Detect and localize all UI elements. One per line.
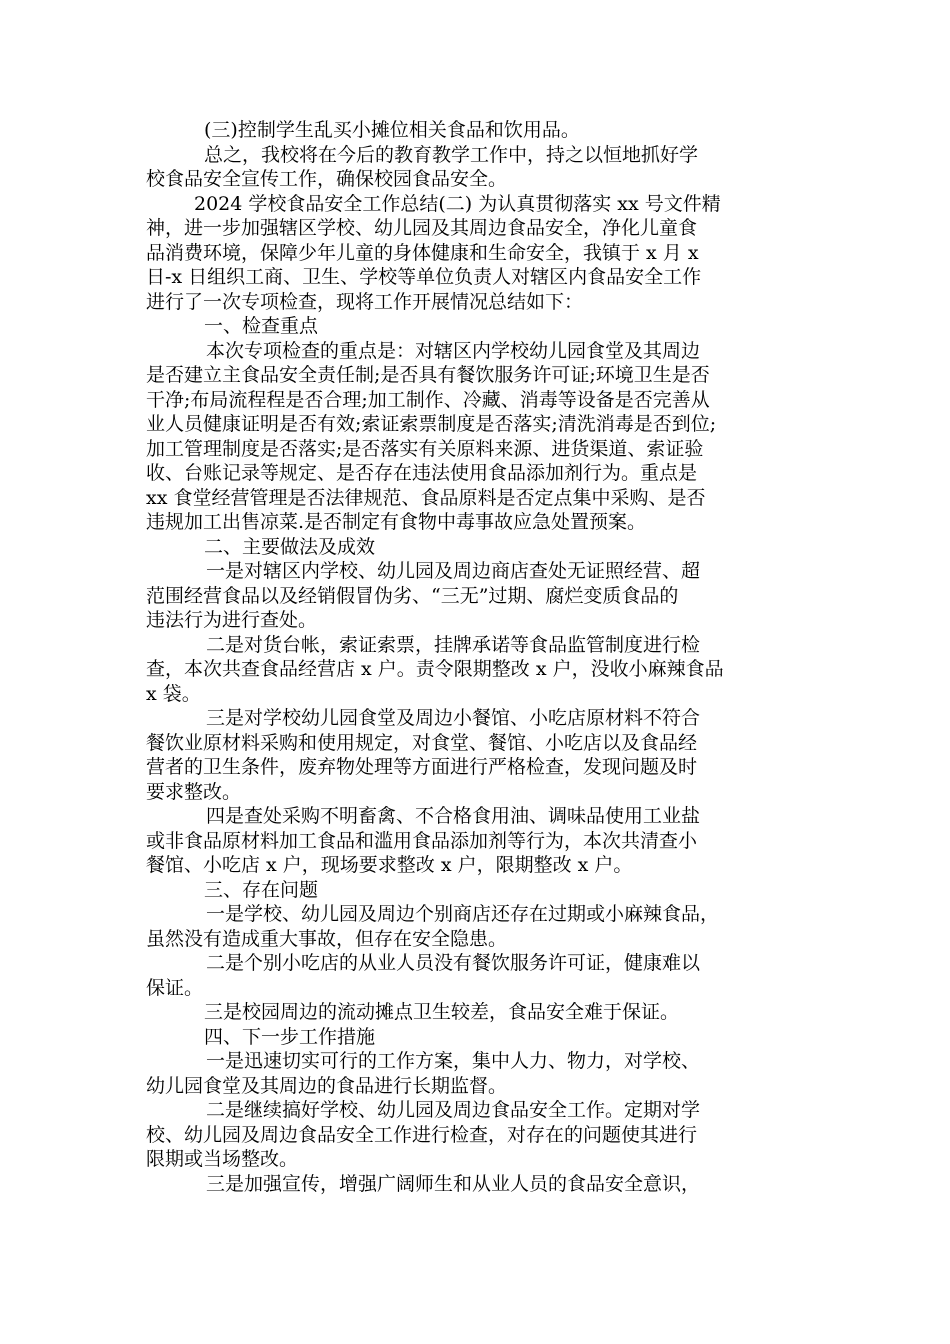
text-line: 本次专项检查的重点是：对辖区内学校幼儿园食堂及其周边 (206, 339, 701, 362)
text-line: 校、幼儿园及周边食品安全工作进行检查，对存在的问题使其进行 (146, 1123, 698, 1146)
text-line: 加工管理制度是否落实;是否落实有关原料来源、进货渠道、索证验 (146, 437, 704, 460)
text-line: 营者的卫生条件，废弃物处理等方面进行严格检查，发现问题及时 (146, 756, 698, 778)
document-body (146, 118, 810, 1196)
text-line: 查，本次共查食品经营店 x 户。责令限期整改 x 户，没收小麻辣食品 (146, 658, 724, 680)
text-line: xx 食堂经营管理是否法律规范、食品原料是否定点集中采购、是否 (146, 486, 706, 509)
text-line: (三)控制学生乱买小摊位相关食品和饮用品。 (204, 119, 580, 141)
text-line: 二是个别小吃店的从业人员没有餐饮服务许可证，健康难以 (206, 952, 701, 974)
text-line: 三是校园周边的流动摊点卫生较差，食品安全难于保证。 (204, 1001, 680, 1023)
text-line: 品消费环境，保障少年儿童的身体健康和生命安全，我镇于 x 月 x (146, 241, 699, 264)
text-line: 二、主要做法及成效 (204, 535, 376, 558)
text-line: 三是对学校幼儿园食堂及周边小餐馆、小吃店原材料不符合 (206, 707, 701, 729)
text-line: 校食品安全宣传工作，确保校园食品安全。 (146, 168, 508, 190)
text-line: 二是继续搞好学校、幼儿园及周边食品安全工作。定期对学 (206, 1099, 701, 1121)
text-line: 保证。 (146, 976, 204, 999)
text-line: 虽然没有造成重大事故，但存在安全隐患。 (146, 927, 508, 950)
text-line: 四、下一步工作措施 (204, 1025, 376, 1048)
text-line: 干净;布局流程程是否合理;加工制作、冷藏、消毒等设备是否完善从 (146, 388, 710, 411)
text-line: 限期或当场整改。 (146, 1148, 299, 1170)
text-line: 一是对辖区内学校、幼儿园及周边商店查处无证照经营、超 (206, 560, 701, 582)
text-line: 收、台账记录等规定、是否存在违法使用食品添加剂行为。重点是 (146, 462, 698, 484)
text-line: 违规加工出售凉菜.是否制定有食物中毒事故应急处置预案。 (146, 511, 647, 533)
text-line: 违法行为进行查处。 (146, 609, 318, 631)
text-line: 一是学校、幼儿园及周边个别商店还存在过期或小麻辣食品， (206, 903, 720, 925)
text-line: 总之，我校将在今后的教育教学工作中，持之以恒地抓好学 (204, 143, 699, 166)
text-line: 要求整改。 (146, 780, 242, 803)
text-line: 一是迅速切实可行的工作方案，集中人力、物力，对学校、 (206, 1050, 701, 1072)
text-line: 是否建立主食品安全责任制;是否具有餐饮服务许可证;环境卫生是否 (146, 364, 710, 386)
text-line: x 袋。 (146, 682, 201, 705)
text-line: 幼儿园食堂及其周边的食品进行长期监督。 (146, 1074, 508, 1097)
text-line: 日-x 日组织工商、卫生、学校等单位负责人对辖区内食品安全工作 (146, 266, 702, 288)
text-line: 范围经营食品以及经销假冒伪劣、“三无”过期、腐烂变质食品的 (146, 584, 679, 607)
text-line: 2024 学校食品安全工作总结(二) 为认真贯彻落实 xx 号文件精 (194, 192, 721, 215)
text-line: 一、检查重点 (204, 315, 319, 337)
text-line: 四是查处采购不明畜禽、不合格食用油、调味品使用工业盐 (206, 805, 701, 827)
text-line: 三、存在问题 (204, 878, 319, 901)
text-line: 餐馆、小吃店 x 户，现场要求整改 x 户，限期整改 x 户。 (146, 854, 633, 876)
text-line: 业人员健康证明是否有效;索证索票制度是否落实;清洗消毒是否到位; (146, 413, 717, 435)
text-line: 进行了一次专项检查，现将工作开展情况总结如下： (146, 290, 584, 313)
text-line: 或非食品原材料加工食品和滥用食品添加剂等行为，本次共清查小 (146, 829, 698, 852)
text-line: 餐饮业原材料采购和使用规定，对食堂、餐馆、小吃店以及食品经 (146, 731, 698, 754)
text-line: 二是对货台帐，索证索票，挂牌承诺等食品监管制度进行检 (206, 633, 701, 656)
text-line: 神，进一步加强辖区学校、幼儿园及其周边食品安全，净化儿童食 (146, 217, 698, 239)
text-line: 三是加强宣传，增强广阔师生和从业人员的食品安全意识， (206, 1172, 701, 1195)
